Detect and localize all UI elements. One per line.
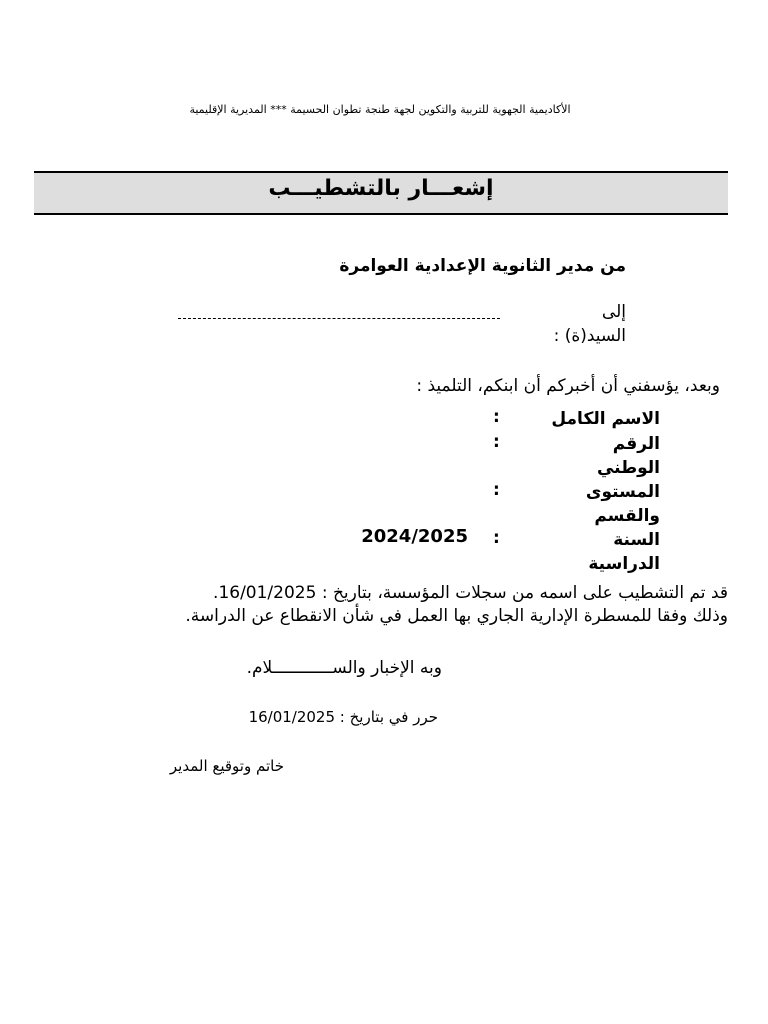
signature-label: خاتم وتوقيع المدير [169,757,284,775]
body-line-2: وذلك وفقا للمسطرة الإدارية الجاري بها العمل في شأن الانقطاع عن الدراسة. [185,606,728,626]
intro-sentence: وبعد، يؤسفني أن أخبركم أن ابنكم، التلميذ : [416,376,720,396]
full-name-colon: : [493,407,500,427]
page-title: إشعـــار بالتشطيـــب [268,176,494,201]
recipient-dotted-line [178,318,500,319]
level-class-colon: : [493,480,500,500]
recipient-block [554,300,626,348]
school-year-colon: : [493,528,500,548]
full-name-label: الاسم الكامل [551,409,660,429]
level-class-label: المستوى والقسم [585,482,660,526]
school-year-label: السنة الدراسية [588,530,660,574]
closing-greeting: وبه الإخبار والســــــــــــلام. [246,658,442,678]
header-academy-line: الأكاديمية الجهوية للتربية والتكوين لجهة طنجة تطوان الحسيمة *** المديرية الإقليمية [189,103,571,116]
signed-date: حرر في بتاريخ : 16/01/2025 [248,708,438,726]
body-line-1: قد تم التشطيب على اسمه من سجلات المؤسسة، بتاريخ : 16/01/2025. [213,583,728,603]
recipient-name-label: السيد(ة) : [553,326,626,346]
recipient-to-label: إلى [601,302,626,322]
sender-line: من مدير الثانوية الإعدادية العوامرة [339,256,626,276]
national-id-label: الرقم الوطني [596,434,660,478]
school-year-value: 2024/2025 [361,526,468,547]
title-bar [34,171,728,215]
national-id-colon: : [493,432,500,452]
body-paragraph [68,582,728,628]
